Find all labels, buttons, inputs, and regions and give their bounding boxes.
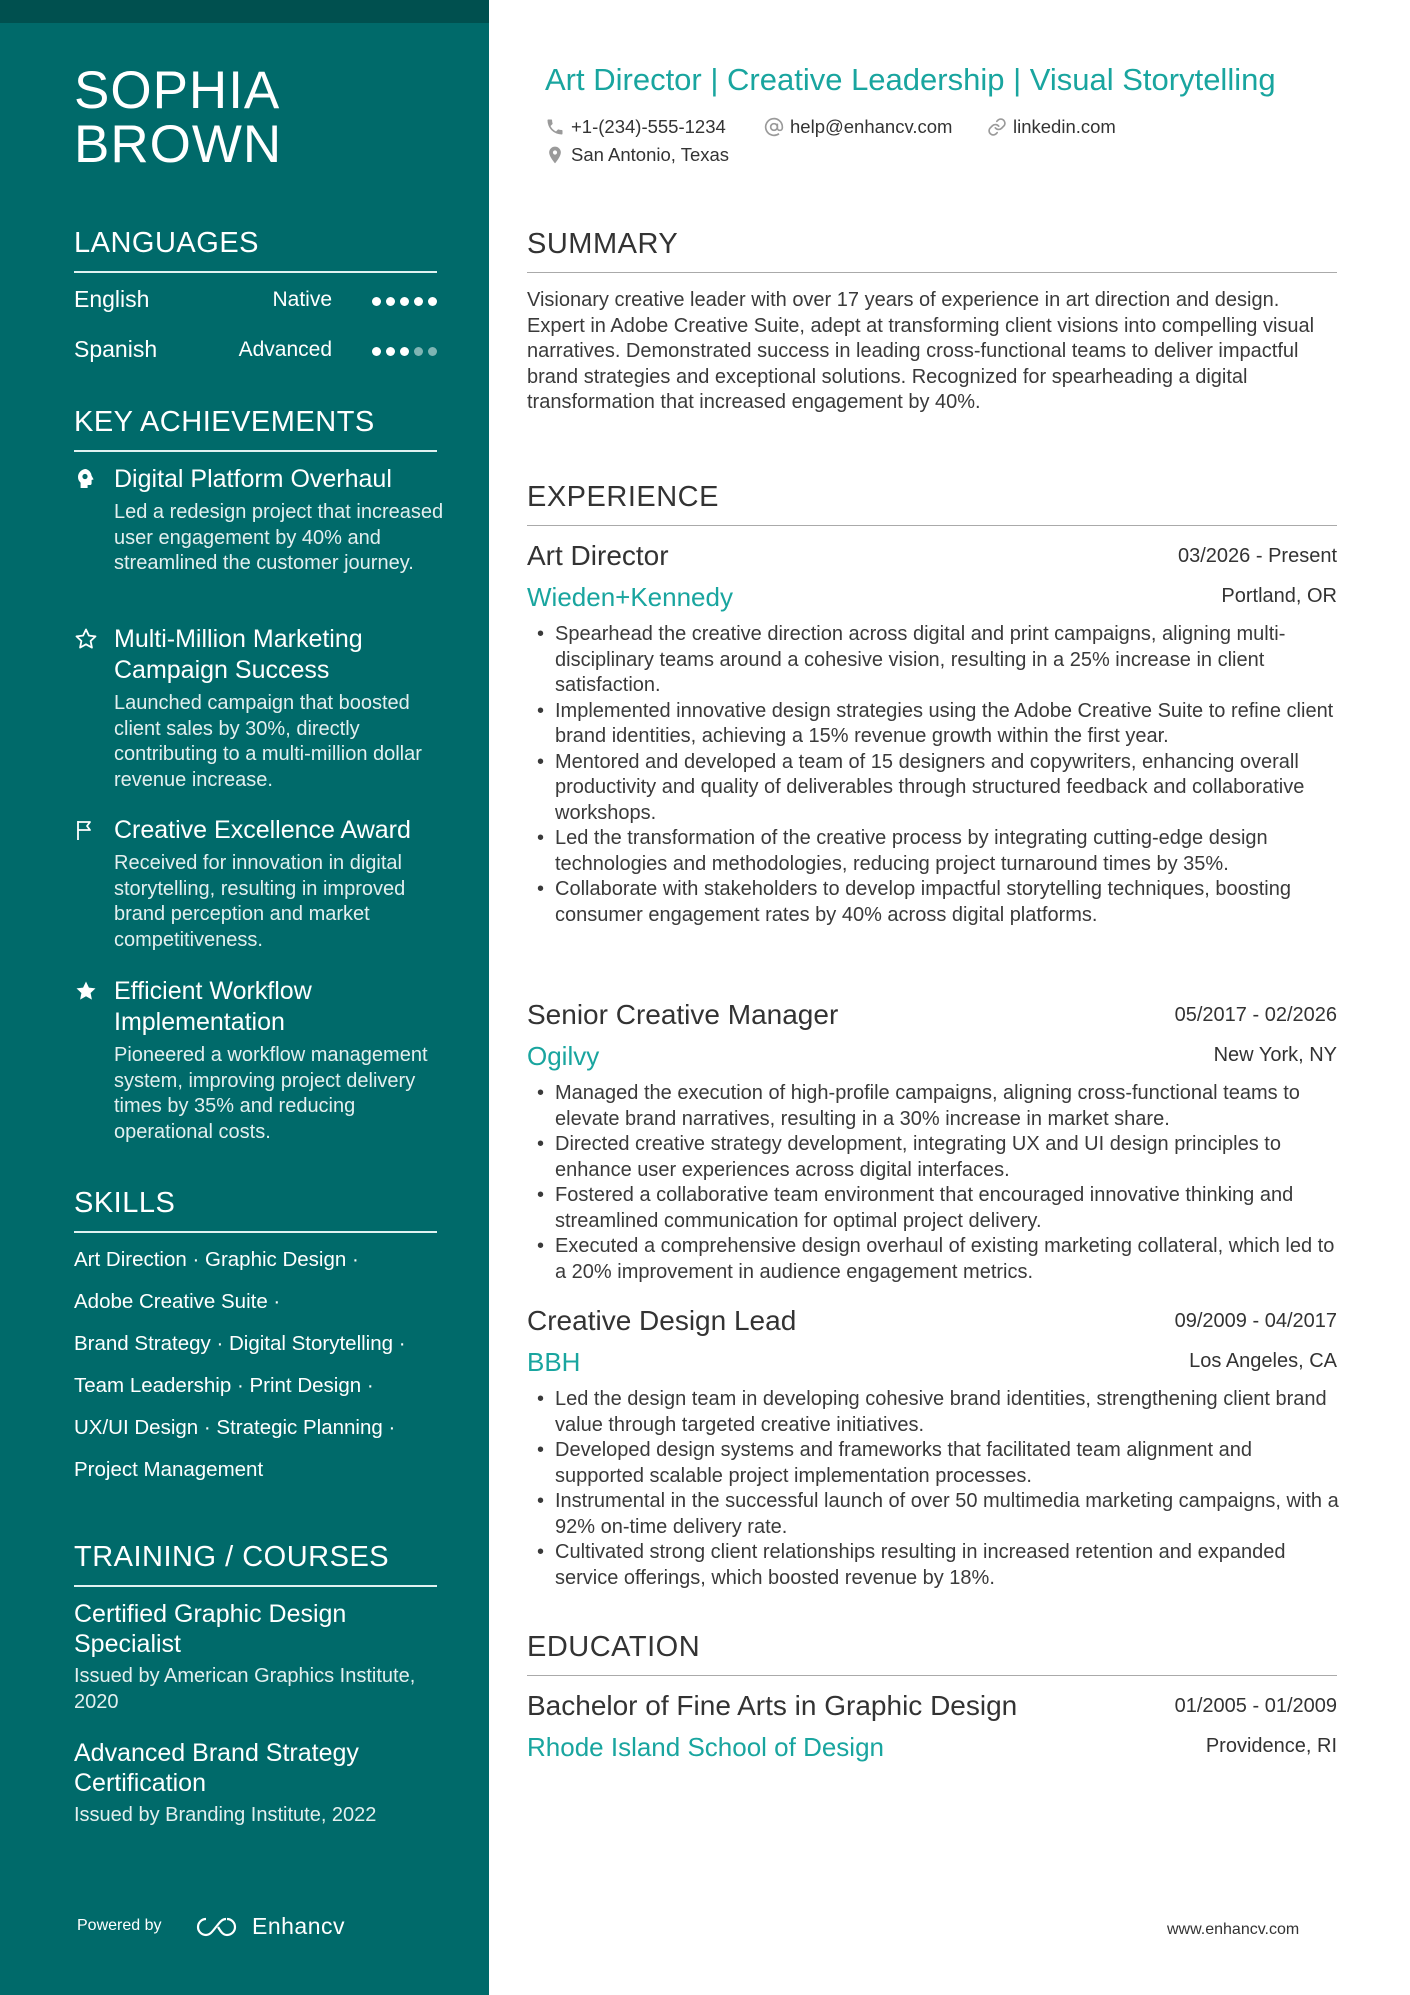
job-bullet: • Instrumental in the successful launch of over 50 multimedia marketing campaigns, with a 92% on-time delivery rate. — [555, 1489, 1340, 1540]
job-location: New York, NY — [1213, 1044, 1337, 1066]
at-sign-icon — [764, 117, 784, 137]
experience-heading: EXPERIENCE — [527, 481, 1337, 526]
proficiency-dot — [386, 347, 395, 356]
contact-phone[interactable] — [545, 116, 726, 138]
proficiency-dot — [400, 297, 409, 306]
education-heading: EDUCATION — [527, 1631, 1337, 1676]
job-bullet: • Implemented innovative design strategies using the Adobe Creative Suite to refine client brand identities, achieving a 15% revenue growth within the first year. — [555, 699, 1340, 750]
proficiency-dot — [400, 347, 409, 356]
job-bullet: • Developed design systems and frameworks that facilitated team alignment and supported scalable project implementation processes. — [555, 1438, 1340, 1489]
job-bullet: • Led the design team in developing cohesive brand identities, strengthening client brand value through targeted creative initiatives. — [555, 1387, 1340, 1438]
proficiency-dot-empty — [428, 347, 437, 356]
job-company[interactable]: BBH — [527, 1347, 581, 1377]
skills-line: Art Direction · Graphic Design · — [74, 1248, 359, 1271]
school-name[interactable]: Rhode Island School of Design — [527, 1732, 885, 1762]
training-heading: TRAINING / COURSES — [74, 1541, 437, 1587]
brand-name: Enhancv — [252, 1913, 346, 1939]
course-issuer: Issued by American Graphics Institute, 2020 — [74, 1665, 416, 1713]
language-row — [74, 286, 437, 318]
course-item — [74, 1599, 424, 1715]
job-title: Art Director — [527, 540, 669, 571]
achievement-item — [74, 815, 444, 953]
job-bullet: • Spearhead the creative direction across digital and print campaigns, aligning multi-disciplinary teams around a cohesive vision, resulting in a 25% increase in client satisfaction. — [555, 622, 1340, 699]
degree-title: Bachelor of Fine Arts in Graphic Design — [527, 1690, 1018, 1721]
sidebar-top-bar — [0, 0, 489, 23]
achievements-heading: KEY ACHIEVEMENTS — [74, 406, 437, 452]
skills-line: Adobe Creative Suite · — [74, 1290, 281, 1313]
achievement-title: Multi-Million Marketing Campaign Success — [114, 625, 363, 684]
achievement-description: Led a redesign project that increased user engagement by 40% and streamlined the customer journey. — [114, 501, 444, 574]
location-text: San Antonio, Texas — [571, 144, 730, 165]
proficiency-dot — [372, 297, 381, 306]
job-bullet: • Led the transformation of the creative process by integrating cutting-edge design technologies and methodologies, reducing project turnaround times by 35%. — [555, 826, 1340, 877]
footer-url[interactable]: www.enhancv.com — [1167, 1921, 1300, 1938]
language-proficiency-dots — [372, 297, 437, 306]
achievement-description: Received for innovation in digital storytelling, resulting in improved brand perception and market competitiveness. — [114, 852, 406, 951]
skills-heading: SKILLS — [74, 1187, 437, 1233]
phone-icon — [545, 117, 565, 137]
skills-line: Team Leadership · Print Design · — [74, 1374, 374, 1397]
achievement-title: Digital Platform Overhaul — [114, 465, 392, 493]
contact-email[interactable] — [764, 116, 952, 138]
job-bullet: • Mentored and developed a team of 15 designers and copywriters, enhancing overall productivity and quality of deliverables through structured feedback and collaborative workshops. — [555, 750, 1340, 827]
education-dates: 01/2005 - 01/2009 — [1174, 1695, 1337, 1717]
school-location: Providence, RI — [1205, 1735, 1337, 1757]
job-dates: 03/2026 - Present — [1178, 545, 1337, 567]
job-bullet: • Executed a comprehensive design overhaul of existing marketing collateral, which led to a 20% improvement in audience engagement metrics. — [555, 1234, 1340, 1285]
course-title: Advanced Brand Strategy Certification — [74, 1739, 359, 1797]
job-location: Portland, OR — [1221, 585, 1337, 607]
proficiency-dot — [428, 297, 437, 306]
proficiency-dot — [386, 297, 395, 306]
headline: Art Director | Creative Leadership | Visual Storytelling — [545, 62, 1276, 97]
job-title: Creative Design Lead — [527, 1305, 797, 1336]
language-level: Native — [272, 288, 332, 311]
achievement-title: Creative Excellence Award — [114, 816, 411, 844]
achievement-title: Efficient Workflow Implementation — [114, 977, 312, 1036]
proficiency-dot — [372, 347, 381, 356]
phone-text: +1-(234)-555-1234 — [571, 116, 726, 137]
course-issuer: Issued by Branding Institute, 2022 — [74, 1804, 377, 1826]
candidate-name: SOPHIA BROWN — [74, 61, 283, 174]
language-row — [74, 336, 437, 368]
job-bullets — [527, 1081, 1340, 1285]
achievement-item — [74, 464, 444, 577]
languages-heading: LANGUAGES — [74, 227, 437, 273]
skills-line: Brand Strategy · Digital Storytelling · — [74, 1332, 406, 1355]
proficiency-dot — [414, 297, 423, 306]
language-level: Advanced — [238, 338, 332, 361]
linkedin-text: linkedin.com — [1013, 116, 1116, 137]
job-dates: 09/2009 - 04/2017 — [1174, 1310, 1337, 1332]
contact-linkedin[interactable] — [987, 116, 1116, 138]
job-company[interactable]: Wieden+Kennedy — [527, 582, 733, 612]
star-filled-icon — [74, 979, 98, 1003]
language-name: English — [74, 286, 150, 312]
job-bullets — [527, 622, 1340, 928]
job-title: Senior Creative Manager — [527, 999, 839, 1030]
job-bullet: • Fostered a collaborative team environment that encouraged innovative thinking and streamlined communication for optimal project delivery. — [555, 1183, 1340, 1234]
course-title: Certified Graphic Design Specialist — [74, 1600, 347, 1658]
job-bullet: • Directed creative strategy development, integrating UX and UI design principles to enhance user experiences across digital interfaces. — [555, 1132, 1340, 1183]
job-location: Los Angeles, CA — [1189, 1350, 1337, 1372]
achievement-item — [74, 976, 444, 1145]
contact-location — [545, 144, 729, 166]
job-bullet: • Managed the execution of high-profile campaigns, aligning cross-functional teams to elevate brand narratives, resulting in a 30% increase in market share. — [555, 1081, 1340, 1132]
course-item — [74, 1738, 424, 1828]
achievement-description: Launched campaign that boosted client sales by 30%, directly contributing to a multi-million dollar revenue increase. — [114, 692, 422, 791]
proficiency-dot-empty — [414, 347, 423, 356]
enhancv-logo[interactable] — [196, 1913, 345, 1940]
achievement-description: Pioneered a workflow management system, improving project delivery times by 35% and reducing operational costs. — [114, 1044, 428, 1143]
enhancv-logo-icon — [196, 1915, 242, 1939]
email-text: help@enhancv.com — [790, 116, 953, 137]
job-company[interactable]: Ogilvy — [527, 1041, 600, 1071]
achievement-item — [74, 624, 444, 793]
star-outline-icon — [74, 627, 98, 651]
link-icon — [987, 117, 1007, 137]
summary-heading: SUMMARY — [527, 228, 1337, 273]
job-dates: 05/2017 - 02/2026 — [1174, 1004, 1337, 1026]
job-bullets — [527, 1387, 1340, 1591]
skills-line: UX/UI Design · Strategic Planning · — [74, 1416, 396, 1439]
summary-text: Visionary creative leader with over 17 years of experience in art direction and design. Expert in Adobe Creative Suite, adept at transforming client visions into compelling visual narratives. Demonstrated success in leading cross-functional teams to deliver impactful brand strategies and exceptional solutions. Recognized for spearheading a digital transformation that increased engagement by 40%. — [527, 289, 1315, 413]
language-name: Spanish — [74, 336, 158, 362]
skills-line: Project Management — [74, 1458, 264, 1481]
flag-icon — [74, 818, 98, 842]
job-bullet: • Cultivated strong client relationships resulting in increased retention and expanded service offerings, which boosted revenue by 18%. — [555, 1540, 1340, 1591]
sidebar — [0, 0, 489, 1995]
location-pin-icon — [545, 145, 565, 165]
language-proficiency-dots — [372, 347, 437, 356]
lightbulb-head-icon — [74, 467, 98, 491]
job-bullet: • Collaborate with stakeholders to develop impactful storytelling techniques, boosting consumer engagement rates by 40% across digital platforms. — [555, 877, 1340, 928]
powered-by-label: Powered by — [77, 1917, 162, 1934]
